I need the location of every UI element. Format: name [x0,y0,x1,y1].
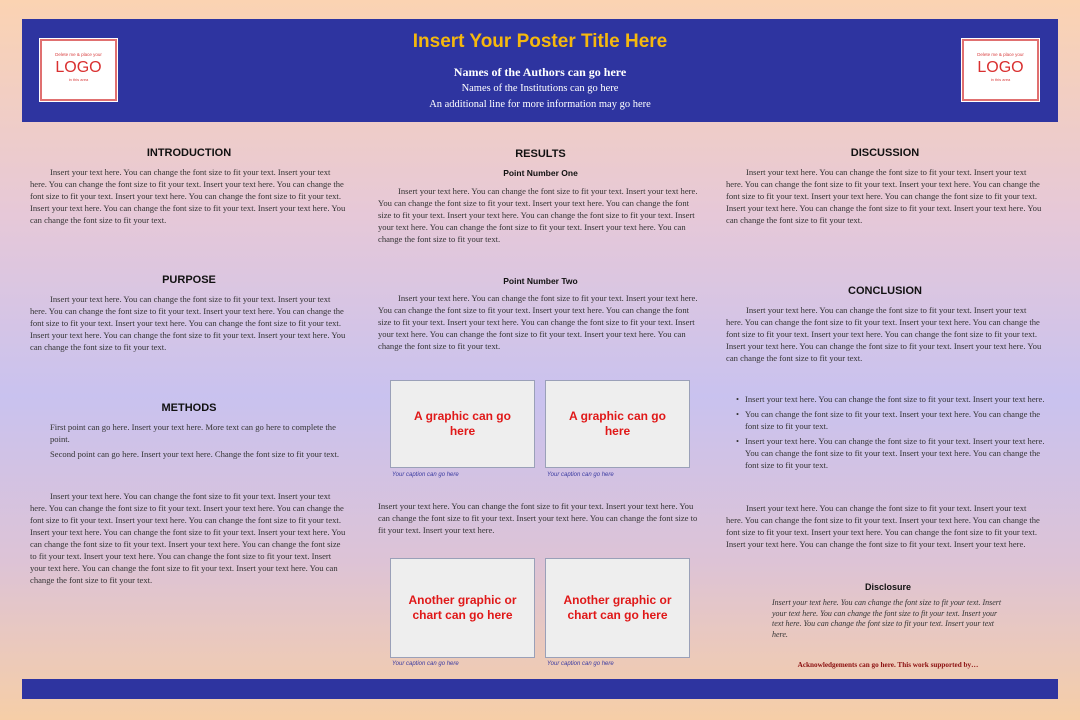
methods-heading: METHODS [161,402,217,414]
disclosure-text: Insert your text here. You can change the font size to fit your text. Insert your text here. You can change the font size to fit your text. Insert your text here. You can change the font size to fit your text. Insert your text here. [772,598,1002,639]
results-middle-text: Insert your text here. You can change the font size to fit your text. Insert your text here. You can change the font size to fit your text. Insert your text here. You can change the font size to fit your text. Insert your text here. [378,501,698,535]
point-two-text: Insert your text here. You can change the font size to fit your text. Insert your text here. You can change the font size to fit your text. Insert your text here. You can change the font size to fit your text. Insert your text here. You can change the font size to fit your text. Insert your text here. You can change the font size to fit your text. Insert your text here. You can change the font size to fit your text. [378,293,698,351]
introduction-heading: INTRODUCTION [146,147,232,159]
results-heading: RESULTS [515,148,566,160]
caption-2: Your caption can go here [547,472,614,478]
logo-placeholder-note-2: in this area [990,77,1011,82]
logo-right [962,39,1039,101]
discussion-text: Insert your text here. You can change the font size to fit your text. Insert your text here. You can change the font size to fit your text. Insert your text here. You can change the font size to fit your text. Insert your text here. You can change the font size to fit your text. Insert your text here. You can change the font size to fit your text. Insert your text here. You can change the font size to fit your text. [726,167,1042,225]
conclusion-bullets [736,393,1048,474]
caption-1: Your caption can go here [392,472,459,478]
purpose-heading: PURPOSE [162,274,216,286]
logo-placeholder-note: Delete me & place your [55,52,102,57]
point-one-text: Insert your text here. You can change the font size to fit your text. Insert your text here. You can change the font size to fit your text. Insert your text here. You can change the font size to fit your text. Insert your text here. You can change the font size to fit your text. Insert your text here. You can change the font size to fit your text. Insert your text here. You can change the font size to fit your text. [378,186,698,244]
discussion-heading: DISCUSSION [850,147,920,159]
list-item: • Insert your text here. You can change the font size to fit your text. Insert your text here. You can change the font size to fit your text. Insert your text here. You can change the font size to fit your text. [736,435,1048,471]
logo-text: LOGO [55,59,102,76]
graphic-placeholder-2: A graphic can go here [545,380,690,468]
conclusion-text-2: Insert your text here. You can change the font size to fit your text. Insert your text here. You can change the font size to fit your text. Insert your text here. You can change the font size to fit your text. Insert your text here. You can change the font size to fit your text. Insert your text here. You can change the font size to fit your text. Insert your text here. [726,503,1040,549]
poster-footer-bar [22,679,1058,699]
authors-line: Names of the Authors can go here [453,65,627,79]
logo-placeholder-note-2: in this area [68,77,89,82]
purpose-text: Insert your text here. You can change the font size to fit your text. Insert your text here. You can change the font size to fit your text. Insert your text here. You can change the font size to fit your text. Insert your text here. You can change the font size to fit your text. Insert your text here. You can change the font size to fit your text. Insert your text here. You can change the font size to fit your text. [30,294,346,352]
graphic-placeholder-3: Another graphic or chart can go here [390,558,535,658]
disclosure-heading: Disclosure [864,582,912,592]
conclusion-heading: CONCLUSION [848,285,922,297]
conclusion-text: Insert your text here. You can change the font size to fit your text. Insert your text here. You can change the font size to fit your text. Insert your text here. You can change the font size to fit your text. Insert your text here. You can change the font size to fit your text. Insert your text here. You can change the font size to fit your text. Insert your text here. You can change the font size to fit your text. [726,305,1042,363]
methods-point-2: Second point can go here. Insert your text here. Change the font size to fit your text. [50,449,339,459]
additional-info-line: An additional line for more information may go here [429,99,651,110]
graphic-placeholder-4: Another graphic or chart can go here [545,558,690,658]
introduction-text: Insert your text here. You can change the font size to fit your text. Insert your text here. You can change the font size to fit your text. Insert your text here. You can change the font size to fit your text. Insert your text here. You can change the font size to fit your text. Insert your text here. You can change the font size to fit your text. Insert your text here. You can change the font size to fit your text. [30,167,346,225]
point-two-heading: Point Number Two [503,276,578,286]
institutions-line: Names of the Institutions can go here [461,83,619,94]
list-item: • You can change the font size to fit your text. Insert your text here. You can change the font size to fit your text. [736,408,1048,432]
logo-text: LOGO [977,59,1024,76]
logo-placeholder-note: Delete me & place your [977,52,1024,57]
point-one-heading: Point Number One [503,168,578,178]
poster-header [22,19,1058,122]
graphic-placeholder-1: A graphic can go here [390,380,535,468]
caption-4: Your caption can go here [547,661,614,667]
methods-point-1: First point can go here. Insert your text here. More text can go here to complete the point. [50,422,336,444]
poster-title: Insert Your Poster Title Here [412,31,668,52]
methods-text: Insert your text here. You can change the font size to fit your text. Insert your text here. You can change the font size to fit your text. Insert your text here. You can change the font size to fit your text. Insert your text here. You can change the font size to fit your text. Insert your text here. You can change the font size to fit your text. Insert your text here. You can change the font size to fit your text. Insert your text here. You can change the font size to fit your text. Insert your text here. You can change the font size to fit your text. Insert your text here. You can change the font size to fit your text. Insert your text here. You can change the font size to fit your text. [30,491,346,585]
acknowledgements: Acknowledgements can go here. This work supported by… [797,661,979,669]
list-item: • Insert your text here. You can change the font size to fit your text. Insert your text here. [736,393,1048,405]
caption-3: Your caption can go here [392,661,459,667]
